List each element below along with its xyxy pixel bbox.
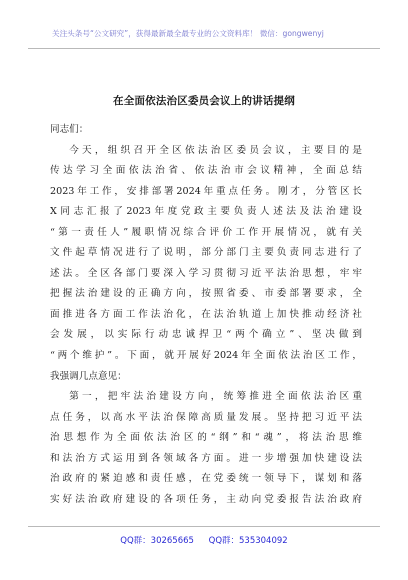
paragraph-2-line: 点任务，以高水平法治保障高质量发展。坚持把习近平法	[50, 411, 362, 423]
header-divider	[28, 48, 380, 49]
paragraph-1-line: 我强调几点意见：	[50, 370, 127, 382]
document-title: 在全面依法治区委员会议上的讲话提纲	[113, 95, 295, 107]
paragraph-1-line: 把握法治建设的正确方向，按照省委、市委部署要求，全	[50, 288, 362, 300]
paragraph-1-line: X同志汇报了2023年度党政主要负责人述法及法治建设	[50, 206, 362, 218]
paragraph-1-line: “第一责任人”履职情况综合评价工作开展情况，就有关	[50, 226, 362, 238]
greeting: 同志们：	[50, 124, 89, 135]
paragraph-2-line: 和法治方式运用到各领域各方面。进一步增强加快建设法	[50, 452, 362, 464]
footer	[0, 534, 408, 546]
footer-qq-group-2: QQ群：535304092	[208, 536, 288, 546]
paragraph-1-line: 述法。全区各部门要深入学习贯彻习近平法治思想，牢牢	[50, 267, 362, 279]
paragraph-2-line: 实好法治政府建设的各项任务，主动向党委报告法治政府	[50, 493, 362, 505]
paragraph-1-line: 传达学习全面依法治省、依法治市会议精神，全面总结	[50, 165, 362, 177]
paragraph-2-line: 治思想作为全面依法治区的“纲”和“魂”，将法治思维	[50, 432, 362, 444]
paragraph-1-line: 文件起草情况进行了说明，部分部门主要负责同志进行了	[50, 247, 362, 259]
paragraph-1-line: 面推进各方面工作法治化，在法治轨道上加快推动经济社	[50, 308, 362, 320]
header-promo-text: 关注头条号“公文研究”，获得最新最全最专业的公文资料库！ 微信：gongwenyj	[52, 29, 324, 38]
paragraph-1-line: 2023年工作，安排部署2024年重点任务。刚才，分管区长	[50, 185, 362, 197]
paragraph-2-line: 第一，把牢法治建设方向，统筹推进全面依法治区重	[69, 391, 362, 403]
paragraph-1-line: 会发展，以实际行动忠诚捍卫“两个确立”、坚决做到	[50, 329, 362, 341]
footer-divider	[28, 526, 380, 527]
document-body	[50, 117, 362, 510]
paragraph-2-line: 治政府的紧迫感和责任感，在党委统一领导下，谋划和落	[50, 473, 362, 485]
footer-qq-group-1: QQ群：30265665	[120, 536, 194, 546]
paragraph-1-line: “两个维护”。下面，就开展好2024年全面依法治区工作，	[50, 350, 362, 362]
paragraph-1-line: 今天，组织召开全区依法治区委员会议，主要目的是	[69, 144, 362, 156]
